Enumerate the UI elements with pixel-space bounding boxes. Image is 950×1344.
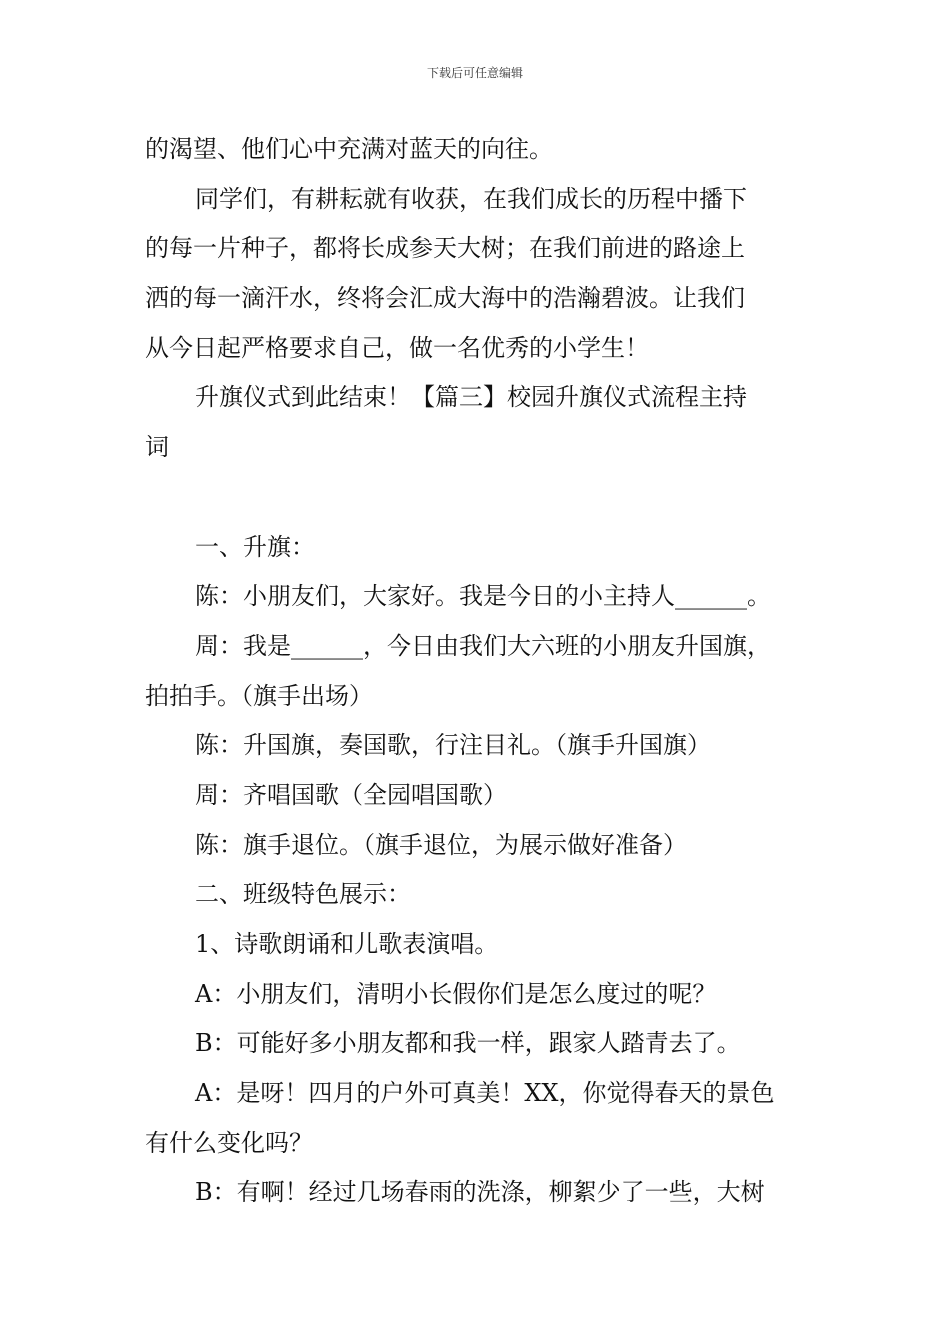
text-line: 一、升旗： bbox=[195, 532, 315, 561]
text-line: 从今日起严格要求自己，做一名优秀的小学生！ bbox=[145, 333, 649, 362]
text-line: 同学们，有耕耘就有收获，在我们成长的历程中播下 bbox=[195, 184, 747, 213]
text-line: 二、班级特色展示： bbox=[195, 880, 411, 909]
document-body bbox=[145, 125, 815, 1218]
blank-line bbox=[145, 473, 815, 523]
text-line: 升旗仪式到此结束！【篇三】校园升旗仪式流程主持 bbox=[195, 383, 747, 412]
text-line: 1、诗歌朗诵和儿歌表演唱。 bbox=[195, 930, 499, 958]
text-line: 拍拍手。（旗手出场） bbox=[145, 681, 373, 710]
text-line: 陈：小朋友们，大家好。我是今日的小主持人______。 bbox=[195, 582, 771, 611]
text-line: A：小朋友们，清明小长假你们是怎么度过的呢？ bbox=[195, 979, 717, 1008]
text-line: 陈：升国旗，奏国歌，行注目礼。（旗手升国旗） bbox=[195, 731, 711, 760]
text-line: 陈：旗手退位。（旗手退位，为展示做好准备） bbox=[195, 830, 687, 859]
page-header: 下载后可任意编辑 bbox=[426, 66, 523, 80]
text-line: B：可能好多小朋友都和我一样，跟家人踏青去了。 bbox=[195, 1029, 741, 1058]
text-line: B：有啊！经过几场春雨的洗涤，柳絮少了一些，大树 bbox=[195, 1178, 765, 1207]
text-line: 有什么变化吗？ bbox=[145, 1128, 313, 1157]
text-line: 的每一片种子，都将长成参天大树；在我们前进的路途上 bbox=[145, 234, 745, 263]
text-line: A：是呀！四月的户外可真美！XX，你觉得春天的景色 bbox=[195, 1079, 775, 1108]
text-line: 洒的每一滴汗水，终将会汇成大海中的浩瀚碧波。让我们 bbox=[145, 284, 745, 313]
text-line: 的渴望、他们心中充满对蓝天的向往。 bbox=[145, 135, 553, 163]
text-line: 词 bbox=[145, 433, 169, 462]
text-line: 周：我是______，今日由我们大六班的小朋友升国旗， bbox=[195, 631, 771, 660]
text-line: 周：齐唱国歌（全园唱国歌） bbox=[195, 780, 507, 809]
